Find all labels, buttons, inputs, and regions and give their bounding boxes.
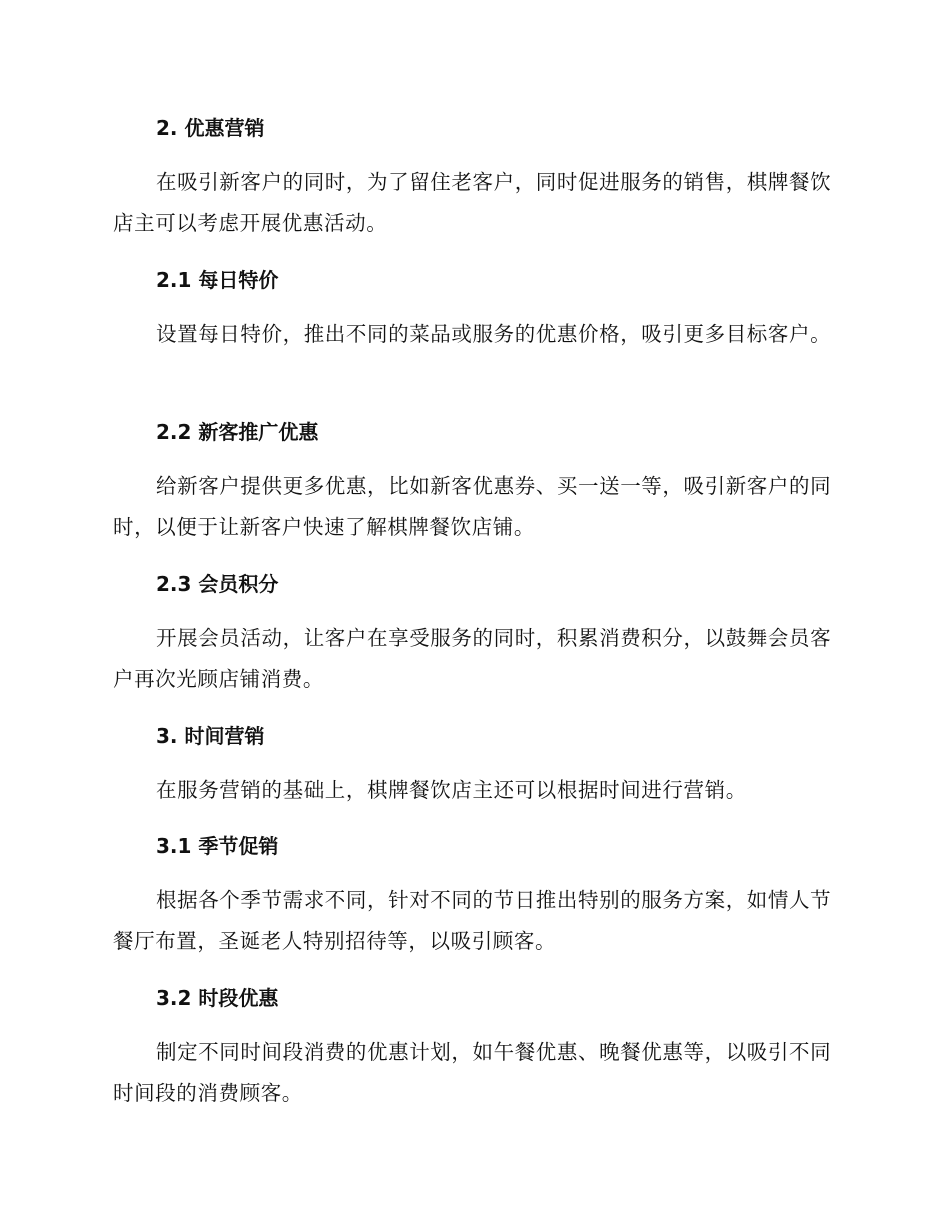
section-paragraph-2-1: 设置每日特价，推出不同的菜品或服务的优惠价格，吸引更多目标客户。 bbox=[156, 322, 832, 346]
section-heading-3-2: 3.2 时段优惠 bbox=[156, 986, 279, 1010]
section-paragraph-2-3: 开展会员活动，让客户在享受服务的同时，积累消费积分，以鼓舞会员客户再次光顾店铺消费。 bbox=[113, 626, 832, 691]
section-heading-2: 2. 优惠营销 bbox=[156, 116, 265, 140]
section-paragraph-3-2: 制定不同时间段消费的优惠计划，如午餐优惠、晚餐优惠等，以吸引不同时间段的消费顾客。 bbox=[113, 1040, 832, 1105]
section-paragraph-2: 在吸引新客户的同时，为了留住老客户，同时促进服务的销售，棋牌餐饮店主可以考虑开展优惠活动。 bbox=[113, 170, 832, 235]
section-paragraph-3-1: 根据各个季节需求不同，针对不同的节日推出特别的服务方案，如情人节餐厅布置，圣诞老人特别招待等，以吸引顾客。 bbox=[113, 888, 832, 953]
section-heading-3: 3. 时间营销 bbox=[156, 724, 265, 748]
section-paragraph-3: 在服务营销的基础上，棋牌餐饮店主还可以根据时间进行营销。 bbox=[156, 778, 747, 802]
section-paragraph-2-2: 给新客户提供更多优惠，比如新客优惠券、买一送一等，吸引新客户的同时，以便于让新客户快速了解棋牌餐饮店铺。 bbox=[113, 474, 832, 539]
section-heading-2-1: 2.1 每日特价 bbox=[156, 268, 279, 292]
section-heading-2-3: 2.3 会员积分 bbox=[156, 572, 279, 596]
section-heading-3-1: 3.1 季节促销 bbox=[156, 834, 279, 858]
section-heading-2-2: 2.2 新客推广优惠 bbox=[156, 420, 319, 444]
